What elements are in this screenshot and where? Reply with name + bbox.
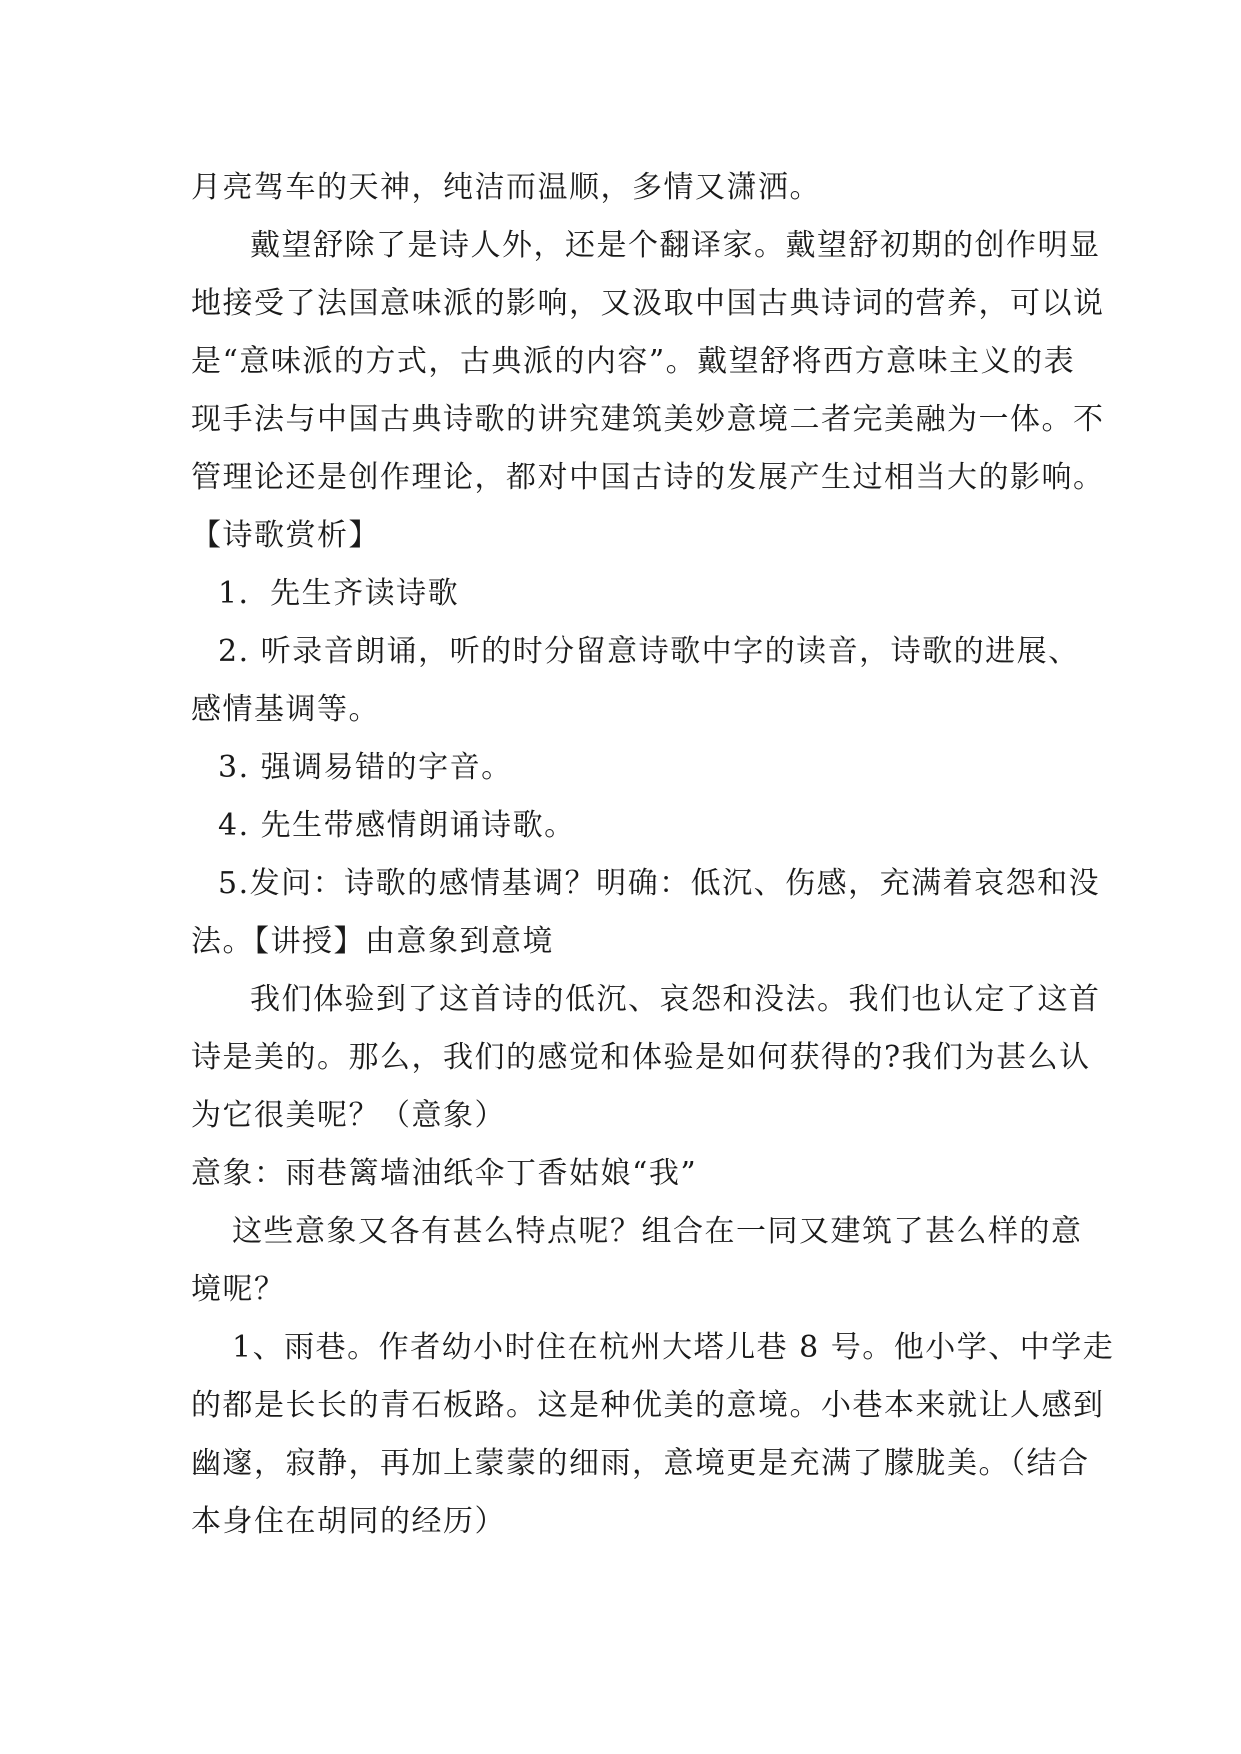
text-line-3: 地接受了法国意味派的影响，又汲取中国古典诗词的营养，可以说 — [191, 286, 1105, 321]
text-line-19: 这些意象又各有甚么特点呢？组合在一同又建筑了甚么样的意 — [232, 1214, 1083, 1249]
text-line-1: 月亮驾车的天神，纯洁而温顺，多情又潇洒。 — [191, 170, 821, 205]
text-line-4: 是“意味派的方式，古典派的内容”。戴望舒将西方意味主义的表 — [191, 344, 1076, 379]
list-item-4: 4. 先生带感情朗诵诗歌。 — [218, 808, 576, 843]
list-item-3: 3. 强调易错的字音。 — [218, 750, 513, 785]
list-item-2-continuation: 感情基调等。 — [191, 692, 380, 727]
text-line-23: 幽邃，寂静，再加上蒙蒙的细雨，意境更是充满了朦胧美。（结合 — [191, 1446, 1090, 1481]
text-line-17: 为它很美呢？（意象） — [191, 1098, 506, 1133]
section-heading-lecture: 法。【讲授】由意象到意境 — [191, 924, 554, 959]
list-item-2: 2. 听录音朗诵，听的时分留意诗歌中字的读音，诗歌的进展、 — [218, 634, 1080, 669]
text-line-6: 管理论还是创作理论，都对中国古诗的发展产生过相当大的影响。 — [191, 460, 1105, 495]
list-item-5: 5.发问：诗歌的感情基调？明确：低沉、伤感，充满着哀怨和没 — [218, 866, 1101, 901]
text-line-16: 诗是美的。那么，我们的感觉和体验是如何获得的?我们为甚么认 — [191, 1040, 1091, 1075]
text-line-15: 我们体验到了这首诗的低沉、哀怨和没法。我们也认定了这首 — [250, 982, 1101, 1017]
text-line-24: 本身住在胡同的经历） — [191, 1504, 506, 1539]
text-line-2: 戴望舒除了是诗人外，还是个翻译家。戴望舒初期的创作明显 — [250, 228, 1101, 263]
text-line-22: 的都是长长的青石板路。这是种优美的意境。小巷本来就让人感到 — [191, 1388, 1105, 1423]
text-line-20: 境呢？ — [191, 1272, 286, 1307]
text-line-5: 现手法与中国古典诗歌的讲究建筑美妙意境二者完美融为一体。不 — [191, 402, 1105, 437]
list-item-1: 1．先生齐读诗歌 — [218, 576, 460, 611]
text-line-21: 1、雨巷。作者幼小时住在杭州大塔儿巷 8 号。他小学、中学走 — [232, 1330, 1115, 1365]
section-heading-poem-analysis: 【诗歌赏析】 — [191, 518, 380, 553]
imagery-list-line: 意象：雨巷篱墙油纸伞丁香姑娘“我” — [191, 1156, 698, 1191]
